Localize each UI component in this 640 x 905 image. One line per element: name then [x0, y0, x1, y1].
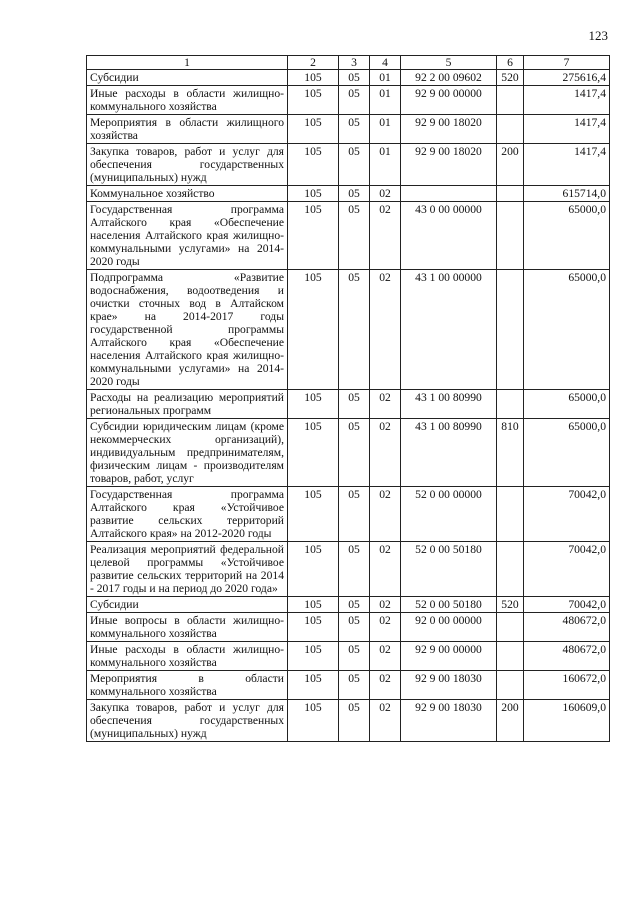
cell-subsection: 01	[370, 144, 401, 186]
table-row	[87, 70, 610, 86]
cell-section: 05	[339, 186, 370, 202]
cell-expense-type: 520	[497, 70, 524, 86]
cell-name: Подпрограмма «Развитие водоснабжения, водоотведения и очистки сточных вод в Алтайском крае» на 2014-2017 годы государственной программы Алтайского края «Обеспечение населения Алтайского края жилищно-коммунальными услугами» на 2014-2020 годы	[87, 270, 288, 390]
cell-target-article: 43 1 00 80990	[401, 390, 497, 419]
cell-target-article: 43 1 00 00000	[401, 270, 497, 390]
cell-section: 05	[339, 642, 370, 671]
header-col-3: 3	[339, 56, 370, 70]
cell-amount: 70042,0	[524, 542, 610, 597]
cell-section: 05	[339, 86, 370, 115]
cell-amount: 70042,0	[524, 597, 610, 613]
table-row	[87, 186, 610, 202]
cell-amount: 160672,0	[524, 671, 610, 700]
header-col-4: 4	[370, 56, 401, 70]
cell-expense-type	[497, 270, 524, 390]
header-col-1: 1	[87, 56, 288, 70]
header-col-6: 6	[497, 56, 524, 70]
cell-expense-type	[497, 115, 524, 144]
cell-admin-code: 105	[288, 700, 339, 742]
cell-name: Мероприятия в области жилищного хозяйства	[87, 115, 288, 144]
cell-target-article: 43 0 00 00000	[401, 202, 497, 270]
cell-admin-code: 105	[288, 115, 339, 144]
cell-admin-code: 105	[288, 202, 339, 270]
cell-subsection: 01	[370, 70, 401, 86]
budget-table	[86, 55, 610, 742]
table-row	[87, 144, 610, 186]
cell-section: 05	[339, 613, 370, 642]
cell-expense-type: 810	[497, 419, 524, 487]
table-row	[87, 642, 610, 671]
cell-section: 05	[339, 390, 370, 419]
cell-target-article: 92 9 00 18020	[401, 144, 497, 186]
cell-expense-type	[497, 487, 524, 542]
cell-section: 05	[339, 487, 370, 542]
cell-name: Реализация мероприятий федеральной целевой программы «Устойчивое развитие сельских территорий на 2014 - 2017 годы и на период до 2020 года»	[87, 542, 288, 597]
cell-section: 05	[339, 542, 370, 597]
cell-amount: 65000,0	[524, 390, 610, 419]
table-row	[87, 613, 610, 642]
table-row	[87, 202, 610, 270]
cell-subsection: 02	[370, 390, 401, 419]
cell-name: Расходы на реализацию мероприятий региональных программ	[87, 390, 288, 419]
cell-subsection: 02	[370, 700, 401, 742]
cell-admin-code: 105	[288, 144, 339, 186]
cell-section: 05	[339, 700, 370, 742]
cell-subsection: 02	[370, 542, 401, 597]
cell-section: 05	[339, 202, 370, 270]
cell-section: 05	[339, 419, 370, 487]
cell-expense-type: 520	[497, 597, 524, 613]
table-row	[87, 390, 610, 419]
cell-section: 05	[339, 144, 370, 186]
table-row	[87, 270, 610, 390]
cell-expense-type	[497, 613, 524, 642]
cell-expense-type	[497, 542, 524, 597]
cell-admin-code: 105	[288, 597, 339, 613]
header-col-2: 2	[288, 56, 339, 70]
cell-subsection: 02	[370, 270, 401, 390]
cell-expense-type	[497, 186, 524, 202]
header-col-5: 5	[401, 56, 497, 70]
cell-subsection: 02	[370, 202, 401, 270]
cell-amount: 65000,0	[524, 270, 610, 390]
cell-target-article: 52 0 00 50180	[401, 542, 497, 597]
cell-amount: 70042,0	[524, 487, 610, 542]
cell-target-article: 92 0 00 00000	[401, 613, 497, 642]
cell-admin-code: 105	[288, 186, 339, 202]
cell-amount: 1417,4	[524, 144, 610, 186]
cell-admin-code: 105	[288, 671, 339, 700]
cell-amount: 1417,4	[524, 115, 610, 144]
cell-admin-code: 105	[288, 419, 339, 487]
cell-subsection: 02	[370, 597, 401, 613]
table-row	[87, 115, 610, 144]
cell-target-article: 92 9 00 18020	[401, 115, 497, 144]
cell-admin-code: 105	[288, 270, 339, 390]
cell-amount: 615714,0	[524, 186, 610, 202]
cell-target-article: 92 9 00 18030	[401, 700, 497, 742]
cell-expense-type	[497, 671, 524, 700]
cell-admin-code: 105	[288, 613, 339, 642]
table-row	[87, 86, 610, 115]
header-row	[87, 56, 610, 70]
cell-subsection: 01	[370, 115, 401, 144]
cell-section: 05	[339, 671, 370, 700]
cell-amount: 65000,0	[524, 419, 610, 487]
cell-admin-code: 105	[288, 70, 339, 86]
cell-expense-type: 200	[497, 144, 524, 186]
cell-amount: 480672,0	[524, 613, 610, 642]
cell-admin-code: 105	[288, 642, 339, 671]
cell-target-article: 43 1 00 80990	[401, 419, 497, 487]
cell-admin-code: 105	[288, 86, 339, 115]
cell-target-article: 92 9 00 00000	[401, 642, 497, 671]
table-row	[87, 671, 610, 700]
cell-target-article: 92 9 00 18030	[401, 671, 497, 700]
cell-subsection: 02	[370, 419, 401, 487]
cell-name: Государственная программа Алтайского края «Обеспечение населения Алтайского края жилищно-коммунальными услугами» на 2014-2020 годы	[87, 202, 288, 270]
cell-amount: 65000,0	[524, 202, 610, 270]
cell-section: 05	[339, 597, 370, 613]
table-row	[87, 597, 610, 613]
cell-expense-type	[497, 202, 524, 270]
cell-expense-type: 200	[497, 700, 524, 742]
cell-amount: 480672,0	[524, 642, 610, 671]
cell-name: Мероприятия в области коммунального хозяйства	[87, 671, 288, 700]
cell-name: Субсидии	[87, 70, 288, 86]
cell-subsection: 02	[370, 613, 401, 642]
cell-admin-code: 105	[288, 390, 339, 419]
cell-subsection: 02	[370, 642, 401, 671]
cell-section: 05	[339, 270, 370, 390]
cell-section: 05	[339, 115, 370, 144]
cell-expense-type	[497, 642, 524, 671]
cell-name: Закупка товаров, работ и услуг для обеспечения государственных (муниципальных) нужд	[87, 700, 288, 742]
cell-target-article: 52 0 00 50180	[401, 597, 497, 613]
cell-subsection: 02	[370, 186, 401, 202]
cell-name: Субсидии	[87, 597, 288, 613]
cell-target-article	[401, 186, 497, 202]
cell-subsection: 01	[370, 86, 401, 115]
table-row	[87, 542, 610, 597]
cell-admin-code: 105	[288, 542, 339, 597]
cell-target-article: 92 9 00 00000	[401, 86, 497, 115]
cell-expense-type	[497, 86, 524, 115]
table-row	[87, 700, 610, 742]
cell-amount: 275616,4	[524, 70, 610, 86]
cell-subsection: 02	[370, 487, 401, 542]
cell-target-article: 92 2 00 09602	[401, 70, 497, 86]
cell-name: Иные расходы в области жилищно-коммунального хозяйства	[87, 642, 288, 671]
cell-name: Иные вопросы в области жилищно-коммунального хозяйства	[87, 613, 288, 642]
cell-amount: 160609,0	[524, 700, 610, 742]
table-row	[87, 487, 610, 542]
cell-name: Иные расходы в области жилищно-коммунального хозяйства	[87, 86, 288, 115]
cell-subsection: 02	[370, 671, 401, 700]
cell-expense-type	[497, 390, 524, 419]
cell-name: Субсидии юридическим лицам (кроме некоммерческих организаций), индивидуальным предпринимателям, физическим лицам - производителям товаров, работ, услуг	[87, 419, 288, 487]
cell-name: Коммунальное хозяйство	[87, 186, 288, 202]
cell-name: Закупка товаров, работ и услуг для обеспечения государственных (муниципальных) нужд	[87, 144, 288, 186]
cell-amount: 1417,4	[524, 86, 610, 115]
page-number: 123	[588, 28, 608, 43]
header-col-7: 7	[524, 56, 610, 70]
cell-section: 05	[339, 70, 370, 86]
cell-target-article: 52 0 00 00000	[401, 487, 497, 542]
cell-admin-code: 105	[288, 487, 339, 542]
table-row	[87, 419, 610, 487]
cell-name: Государственная программа Алтайского края «Устойчивое развитие сельских территорий Алтайского края» на 2012-2020 годы	[87, 487, 288, 542]
